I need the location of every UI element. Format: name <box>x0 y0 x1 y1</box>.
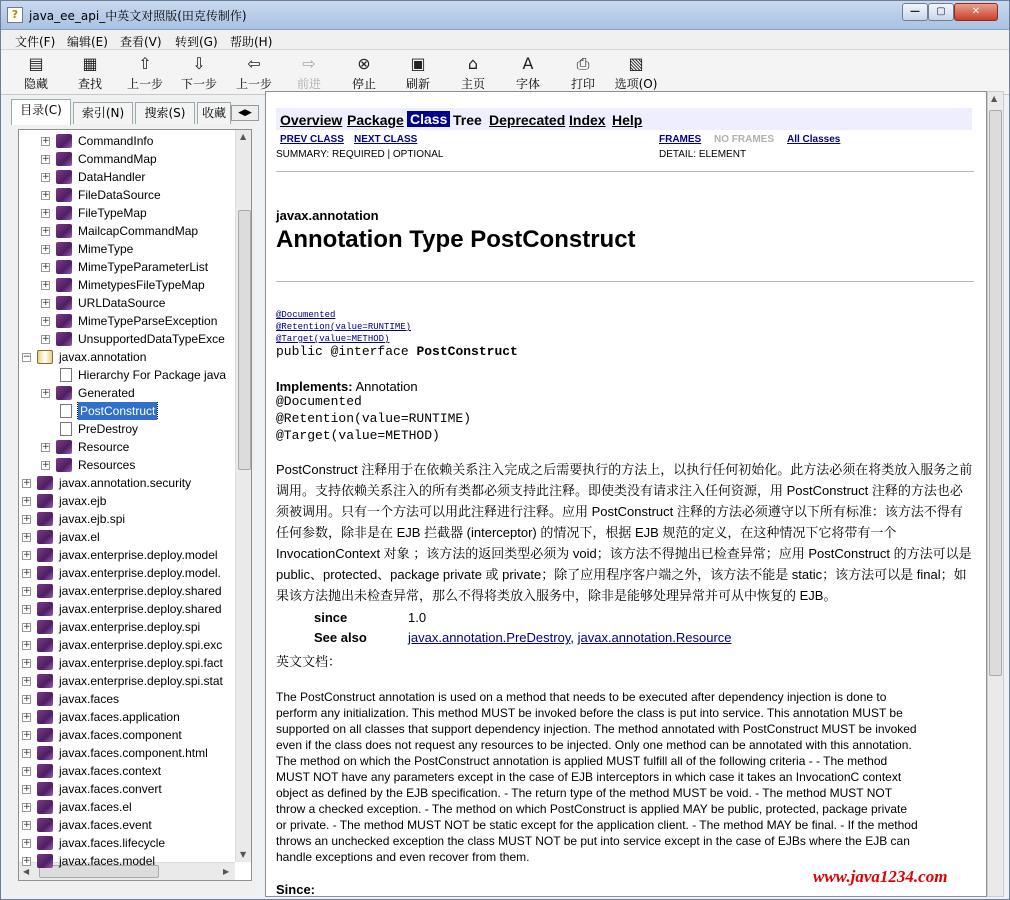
tree-item[interactable] <box>19 744 231 762</box>
tree-item[interactable] <box>19 276 231 294</box>
see-also-separator: , <box>570 630 578 645</box>
doc-navbar <box>276 108 972 130</box>
tree-item[interactable] <box>19 816 231 834</box>
toolbar-button-find[interactable] <box>65 54 115 92</box>
expand-icon[interactable]: + <box>23 694 31 704</box>
toolbar-button-forward[interactable] <box>284 54 334 92</box>
maximize-button[interactable]: ▢ <box>928 3 954 21</box>
scroll-left-arrow-icon[interactable]: ◀ <box>23 867 30 876</box>
tree-item-label: javax.enterprise.deploy.model <box>59 548 218 562</box>
book-icon <box>56 458 72 472</box>
toolbar-button-font[interactable] <box>503 54 553 92</box>
detail-text: DETAIL: ELEMENT <box>659 149 747 160</box>
expand-icon[interactable]: + <box>23 838 31 848</box>
toolbar-button-stop[interactable] <box>339 54 389 92</box>
book-icon <box>37 656 53 670</box>
book-icon <box>56 152 72 166</box>
title-bar[interactable] <box>1 1 1009 30</box>
minimize-button[interactable]: — <box>902 3 928 21</box>
toolbar-button-label: 下一步 <box>180 77 217 91</box>
menu-goto[interactable]: 转到(G) <box>175 35 218 49</box>
all-classes-link[interactable]: All Classes <box>787 134 841 145</box>
impl-annotation: @Retention(value=RUNTIME) <box>276 411 472 426</box>
book-icon <box>37 584 53 598</box>
book-icon <box>37 710 53 724</box>
tree-item[interactable] <box>19 708 231 726</box>
scroll-down-arrow-icon[interactable]: ▼ <box>240 850 247 859</box>
expand-icon[interactable]: + <box>23 676 31 686</box>
toolbar-button-label: 主页 <box>460 77 485 91</box>
toolbar-button-label: 隐藏 <box>23 77 48 91</box>
scroll-up-arrow-icon[interactable]: ▲ <box>991 94 998 103</box>
tree-item-label: javax.annotation.security <box>59 476 192 490</box>
tree-item-label: CommandInfo <box>78 134 154 148</box>
divider <box>276 171 974 172</box>
tree-item[interactable] <box>19 528 231 546</box>
tree-item-label: javax.faces.component <box>59 728 182 742</box>
nav-index-link[interactable]: Index <box>569 112 606 128</box>
expand-icon[interactable]: + <box>23 730 31 740</box>
tree-item-label: javax.enterprise.deploy.spi.fact <box>59 656 223 670</box>
tree-item-label: MimeType <box>78 242 134 256</box>
paragraph-line: throws an unchecked exception the class MUST NOT be put into service except in the case of EJBs where the EJB can <box>276 834 910 848</box>
expand-icon[interactable]: + <box>23 820 31 830</box>
tree-item-label: Hierarchy For Package java <box>78 368 227 382</box>
book-icon <box>37 728 53 742</box>
tree-item-label: UnsupportedDataTypeExce <box>78 332 225 346</box>
tab-scroll-arrows[interactable]: ◀▶ <box>231 105 259 121</box>
tree-item-label: javax.enterprise.deploy.shared <box>59 602 222 616</box>
tab-favorites[interactable]: 收藏 <box>197 102 231 124</box>
tree-item-label: CommandMap <box>78 152 157 166</box>
contents-tree <box>18 129 252 881</box>
tree-item[interactable] <box>19 780 231 798</box>
tree-item[interactable] <box>19 834 231 852</box>
tree-item-label: MimetypesFileTypeMap <box>78 278 205 292</box>
expand-icon[interactable]: + <box>23 784 31 794</box>
expand-icon[interactable]: + <box>23 496 31 506</box>
tree-item-label: FileTypeMap <box>78 206 147 220</box>
paragraph-line: 果该方法抛出未检查异常，那么不得将类放入服务中，除非是能够处理异常并可从中恢复的 EJB。 <box>276 588 837 603</box>
toolbar-button-label: 字体 <box>515 77 540 91</box>
expand-icon[interactable]: + <box>42 190 50 200</box>
book-icon <box>56 134 72 148</box>
tree-item-label: javax.annotation <box>59 350 147 364</box>
tree-item[interactable] <box>19 222 231 240</box>
menu-help[interactable]: 帮助(H) <box>230 35 273 49</box>
paragraph-line: or private. - The method MUST NOT be static except for the application client. - The method MAY be final. - If the method <box>276 818 918 832</box>
tree-item-label: javax.faces.component.html <box>59 746 208 760</box>
tree-item[interactable] <box>19 312 231 330</box>
implements-label: Implements: <box>276 379 353 394</box>
book-icon <box>37 476 53 490</box>
tree-item[interactable] <box>19 600 231 618</box>
stop-icon: ⊗ <box>357 54 371 73</box>
toolbar-button-label: 停止 <box>351 77 376 91</box>
forward-icon: ⇨ <box>302 54 316 73</box>
annotation-retention-link[interactable]: @Retention(value=RUNTIME) <box>276 322 412 332</box>
tree-item-label: Generated <box>78 386 135 400</box>
paragraph-line: throw a checked exception. - The method on which PostConstruct is applied MAY be public, protected, package private <box>276 802 908 816</box>
tree-item[interactable] <box>19 618 231 636</box>
find-icon: ▦ <box>82 54 98 73</box>
tree-item-label: javax.enterprise.deploy.spi.exc <box>59 638 223 652</box>
tree-item-label: javax.faces.application <box>59 710 180 724</box>
toolbar-button-label: 前进 <box>296 77 321 91</box>
tree-item[interactable] <box>19 690 231 708</box>
tree-item[interactable] <box>19 726 231 744</box>
nav-overview-link[interactable]: Overview <box>280 112 343 128</box>
expand-icon[interactable]: + <box>42 262 50 272</box>
book-icon <box>56 206 72 220</box>
tree-item-label: javax.ejb.spi <box>59 512 126 526</box>
book-icon <box>37 782 53 796</box>
book-icon <box>37 512 53 526</box>
tree-item[interactable] <box>19 384 231 402</box>
expand-icon[interactable]: + <box>42 244 50 254</box>
tree-item-label: javax.faces.lifecycle <box>59 836 166 850</box>
expand-icon[interactable]: + <box>42 136 50 146</box>
book-icon <box>37 548 53 562</box>
tree-item[interactable] <box>19 420 231 438</box>
scroll-right-arrow-icon[interactable]: ▶ <box>223 867 230 876</box>
paragraph-line: The method on which the PostConstruct annotation is applied MUST fulfill all of the following criteria - - The method <box>276 754 888 768</box>
page-icon <box>60 422 72 436</box>
expand-icon[interactable]: + <box>42 280 50 290</box>
expand-icon[interactable]: + <box>42 154 50 164</box>
tree-item[interactable] <box>19 348 231 366</box>
up-icon: ⇧ <box>138 54 152 73</box>
nav-help-link[interactable]: Help <box>612 112 643 128</box>
package-name: javax.annotation <box>276 208 379 223</box>
tree-item[interactable] <box>19 240 231 258</box>
font-icon: A <box>522 54 534 73</box>
nav-class-current: Class <box>407 111 450 127</box>
tree-item[interactable] <box>19 294 231 312</box>
annotation-target-link[interactable]: @Target(value=METHOD) <box>276 334 390 344</box>
summary-text: SUMMARY: REQUIRED | OPTIONAL <box>276 149 444 160</box>
tree-item-label: MimeTypeParseException <box>78 314 218 328</box>
tree-item[interactable] <box>19 258 231 276</box>
book-icon <box>56 170 72 184</box>
tree-item-label: Resource <box>78 440 130 454</box>
tree-item-label: javax.faces.convert <box>59 782 162 796</box>
tab-contents[interactable]: 目录(C) <box>11 99 71 125</box>
tree-item-label: javax.faces.model <box>59 854 156 868</box>
tree-item[interactable] <box>19 546 231 564</box>
decl-name: PostConstruct <box>416 344 518 359</box>
book-icon <box>37 764 53 778</box>
tree-item[interactable] <box>19 762 231 780</box>
expand-icon[interactable]: + <box>23 766 31 776</box>
book-icon <box>56 224 72 238</box>
toolbar-button-hide[interactable] <box>11 54 61 92</box>
scroll-up-arrow-icon[interactable]: ▲ <box>240 132 247 141</box>
menu-file[interactable]: 文件(F) <box>15 35 56 49</box>
expand-icon[interactable]: + <box>23 604 31 614</box>
tree-item[interactable] <box>19 564 231 582</box>
toolbar-button-label: 上一步 <box>126 77 163 91</box>
frames-link[interactable]: FRAMES <box>659 134 702 145</box>
expand-icon[interactable]: + <box>42 298 50 308</box>
toolbar-button-home[interactable] <box>448 54 498 92</box>
paragraph-line: even if the class does not request any resources to be injected. Only one method can be annotated with this annotation. <box>276 738 912 752</box>
toolbar-button-label: 打印 <box>570 77 595 91</box>
tree-item[interactable] <box>19 510 231 528</box>
expand-icon[interactable]: + <box>23 856 31 866</box>
tree-item-label: URLDataSource <box>78 296 166 310</box>
document-view <box>265 91 987 897</box>
book-icon <box>37 836 53 850</box>
tree-item-label: MailcapCommandMap <box>78 224 199 238</box>
implements-line <box>276 379 418 394</box>
annotation-documented-link[interactable]: @Documented <box>276 310 336 320</box>
nav-tabs <box>11 99 257 125</box>
expand-icon[interactable]: + <box>23 658 31 668</box>
book-icon <box>37 620 53 634</box>
tree-item[interactable] <box>19 366 231 384</box>
toolbar-button-options[interactable] <box>611 54 661 92</box>
book-icon <box>56 314 72 328</box>
tree-item-label: javax.enterprise.deploy.spi.stat <box>59 674 223 688</box>
english-doc-label: 英文文档： <box>276 654 342 669</box>
book-icon <box>56 278 72 292</box>
paragraph-line: InvocationContext 对象 ；该方法的返回类型必须为 void；该方法不得抛出已检查异常；应用 PostConstruct 的方法可以是 <box>276 546 972 561</box>
tree-item-label: javax.el <box>59 530 100 544</box>
tree-item-label: javax.ejb <box>59 494 107 508</box>
book-icon <box>56 440 72 454</box>
tree-item[interactable] <box>19 204 231 222</box>
since-heading: Since: <box>276 882 316 897</box>
expand-icon[interactable]: + <box>42 316 50 326</box>
impl-annotation: @Target(value=METHOD) <box>276 428 440 443</box>
book-icon <box>56 332 72 346</box>
refresh-icon: ▣ <box>410 54 426 73</box>
book-icon <box>56 242 72 256</box>
expand-icon[interactable]: + <box>23 748 31 758</box>
menu-view[interactable]: 查看(V) <box>120 35 162 49</box>
paragraph-line: MUST NOT have any parameters except in the case of EJB interceptors in which case it takes an InvocationC context <box>276 770 902 784</box>
menu-bar <box>1 30 1009 50</box>
help-app-icon: ? <box>7 7 23 23</box>
tree-item[interactable] <box>19 168 231 186</box>
tree-item-label: javax.faces <box>59 692 120 706</box>
expand-icon[interactable]: + <box>23 550 31 560</box>
expand-icon[interactable]: + <box>23 478 31 488</box>
type-declaration <box>276 344 518 359</box>
document-scroll-thumb[interactable] <box>989 110 1002 676</box>
nav-deprecated-link[interactable]: Deprecated <box>489 112 566 128</box>
book-icon <box>37 494 53 508</box>
prev-class-link[interactable]: PREV CLASS <box>280 134 344 145</box>
next-class-link[interactable]: NEXT CLASS <box>354 134 418 145</box>
tree-item-label: DataHandler <box>78 170 146 184</box>
tree-item[interactable] <box>19 636 231 654</box>
see-also-resource-link[interactable]: javax.annotation.Resource <box>577 630 732 645</box>
hide-icon: ▤ <box>28 54 44 73</box>
paragraph-line: perform any initialization. This method MUST be invoked before the class is put into service. This annotation MUST be <box>276 706 903 720</box>
book-icon <box>37 566 53 580</box>
no-frames-link[interactable]: NO FRAMES <box>714 134 774 145</box>
watermark: www.java1234.com <box>813 867 948 886</box>
expand-icon[interactable]: + <box>42 388 50 398</box>
book-icon <box>37 602 53 616</box>
tree-vertical-scroll-thumb[interactable] <box>238 210 251 470</box>
tree-item-label: javax.enterprise.deploy.spi <box>59 620 201 634</box>
tab-search[interactable]: 搜索(S) <box>135 102 195 124</box>
tree-item-label: Resources <box>78 458 136 472</box>
page-icon <box>60 404 72 418</box>
book-icon <box>37 800 53 814</box>
expand-icon[interactable]: + <box>42 460 50 470</box>
since-value: 1.0 <box>408 610 427 625</box>
toolbar-button-back[interactable] <box>229 54 279 92</box>
nav-tree-link[interactable]: Tree <box>453 112 482 128</box>
down-icon: ⇩ <box>192 54 206 73</box>
see-also-links <box>408 630 732 645</box>
navigation-pane <box>7 97 257 897</box>
expand-icon[interactable]: + <box>23 532 31 542</box>
chinese-description <box>276 459 976 606</box>
book-icon <box>56 296 72 310</box>
expand-icon[interactable]: + <box>42 442 50 452</box>
collapse-icon[interactable]: − <box>23 352 31 362</box>
book-icon <box>37 674 53 688</box>
tree-vertical-scrollbar[interactable] <box>235 130 252 862</box>
window-title: java_ee_api_中英文对照版(田克传制作) <box>29 9 247 23</box>
expand-icon[interactable]: + <box>23 568 31 578</box>
decl-prefix: public @interface <box>276 344 417 359</box>
toolbar-button-label: 选项(O) <box>614 77 658 91</box>
tree-item[interactable] <box>19 582 231 600</box>
tree-item-label: javax.faces.el <box>59 800 132 814</box>
toolbar-button-label: 上一步 <box>235 77 272 91</box>
toolbar-button-label: 刷新 <box>405 77 430 91</box>
book-icon <box>37 692 53 706</box>
nav-package-link[interactable]: Package <box>347 112 404 128</box>
expand-icon[interactable]: + <box>23 712 31 722</box>
tree-item-label: javax.enterprise.deploy.shared <box>59 584 222 598</box>
english-description <box>276 689 976 865</box>
paragraph-line: 调用。支持依赖关系注入的所有类都必须支持此注释。即使类没有请求注入任何资源，用 PostConstruct 注释的方法也必 <box>276 483 963 498</box>
back-icon: ⇦ <box>247 54 261 73</box>
expand-icon[interactable]: + <box>23 640 31 650</box>
tree-item[interactable] <box>19 150 231 168</box>
tree-item-label-selected: PostConstruct <box>80 404 156 418</box>
book-icon <box>37 854 53 868</box>
book-icon <box>37 818 53 832</box>
tree-item[interactable] <box>19 402 231 420</box>
expand-icon[interactable]: + <box>42 334 50 344</box>
expand-icon[interactable]: + <box>23 514 31 524</box>
open-book-icon <box>37 350 53 364</box>
tree-item[interactable] <box>19 492 231 510</box>
book-icon <box>37 746 53 760</box>
book-icon <box>56 188 72 202</box>
page-title: Annotation Type PostConstruct <box>276 226 636 253</box>
book-icon <box>56 260 72 274</box>
expand-icon[interactable]: + <box>42 208 50 218</box>
book-icon <box>56 386 72 400</box>
expand-icon[interactable]: + <box>42 226 50 236</box>
paragraph-line: public、protected、package private 或 private；除了应用程序客户端之外，该方法不能是 static；该方法可以是 final；如 <box>276 567 967 582</box>
since-label: since <box>314 610 348 625</box>
tree-item-label: PreDestroy <box>78 422 139 436</box>
paragraph-line: handle exceptions and even recover from them. <box>276 850 530 864</box>
paragraph-line: object as defined by the EJB specification. - The return type of the method MUST be void. - The method MUST NOT <box>276 786 893 800</box>
toolbar-button-up[interactable] <box>120 54 170 92</box>
toolbar-button-label: 查找 <box>77 77 102 91</box>
paragraph-line: PostConstruct 注释用于在依赖关系注入完成之后需要执行的方法上，以执行任何初始化。此方法必须在将类放入服务之前 <box>276 462 973 477</box>
toolbar-button-down[interactable] <box>174 54 224 92</box>
tree-item-label: FileDataSource <box>78 188 161 202</box>
tree-item[interactable] <box>19 330 231 348</box>
tree-item-label: javax.faces.event <box>59 818 152 832</box>
menu-edit[interactable]: 编辑(E) <box>67 35 108 49</box>
toolbar-button-print[interactable] <box>558 54 608 92</box>
tree-item[interactable] <box>19 132 231 150</box>
book-icon <box>37 638 53 652</box>
divider <box>276 281 974 282</box>
tree-item[interactable] <box>19 672 231 690</box>
tree-item[interactable] <box>19 654 231 672</box>
tree-item[interactable] <box>19 438 231 456</box>
tree-item[interactable] <box>19 474 231 492</box>
home-icon: ⌂ <box>467 54 479 73</box>
book-icon <box>37 530 53 544</box>
tree-item[interactable] <box>19 798 231 816</box>
paragraph-line: 须被调用。只有一个方法可以用此注释进行注释。应用 PostConstruct 注释的方法必须遵守以下所有标准：该方法不得有 <box>276 504 963 519</box>
tree-item[interactable] <box>19 186 231 204</box>
expand-icon[interactable]: + <box>23 802 31 812</box>
tree-item[interactable] <box>19 456 231 474</box>
paragraph-line: The PostConstruct annotation is used on a method that needs to be executed after dependency injection is done to <box>276 690 887 704</box>
tree-item-label: javax.faces.context <box>59 764 162 778</box>
toolbar <box>1 51 1009 95</box>
paragraph-line: supported on all classes that support dependency injection. The method annotated with PostConstruct MUST be invoked <box>276 722 917 736</box>
tab-index[interactable]: 索引(N) <box>73 102 133 124</box>
options-icon: ▧ <box>628 54 644 73</box>
implements-value: Annotation <box>355 379 418 394</box>
tree-item[interactable] <box>19 852 231 870</box>
close-button[interactable]: ✕ <box>954 3 998 21</box>
see-also-label: See also <box>314 630 367 645</box>
expand-icon[interactable]: + <box>23 622 31 632</box>
print-icon: ⎙ <box>576 54 590 73</box>
document-vertical-scrollbar[interactable] <box>987 91 1004 897</box>
see-also-predestroy-link[interactable]: javax.annotation.PreDestroy <box>408 630 571 645</box>
toolbar-button-refresh[interactable] <box>393 54 443 92</box>
expand-icon[interactable]: + <box>42 172 50 182</box>
impl-annotation: @Documented <box>276 394 362 409</box>
expand-icon[interactable]: + <box>23 586 31 596</box>
tree-item-label: MimeTypeParameterList <box>78 260 209 274</box>
tree-item-label: javax.enterprise.deploy.model. <box>59 566 221 580</box>
page-icon <box>60 368 72 382</box>
paragraph-line: 任何参数，除非是在 EJB 拦截器 (interceptor) 的情况下，根据 EJB 规范的定义，在这种情况下它将带有一个 <box>276 525 897 540</box>
